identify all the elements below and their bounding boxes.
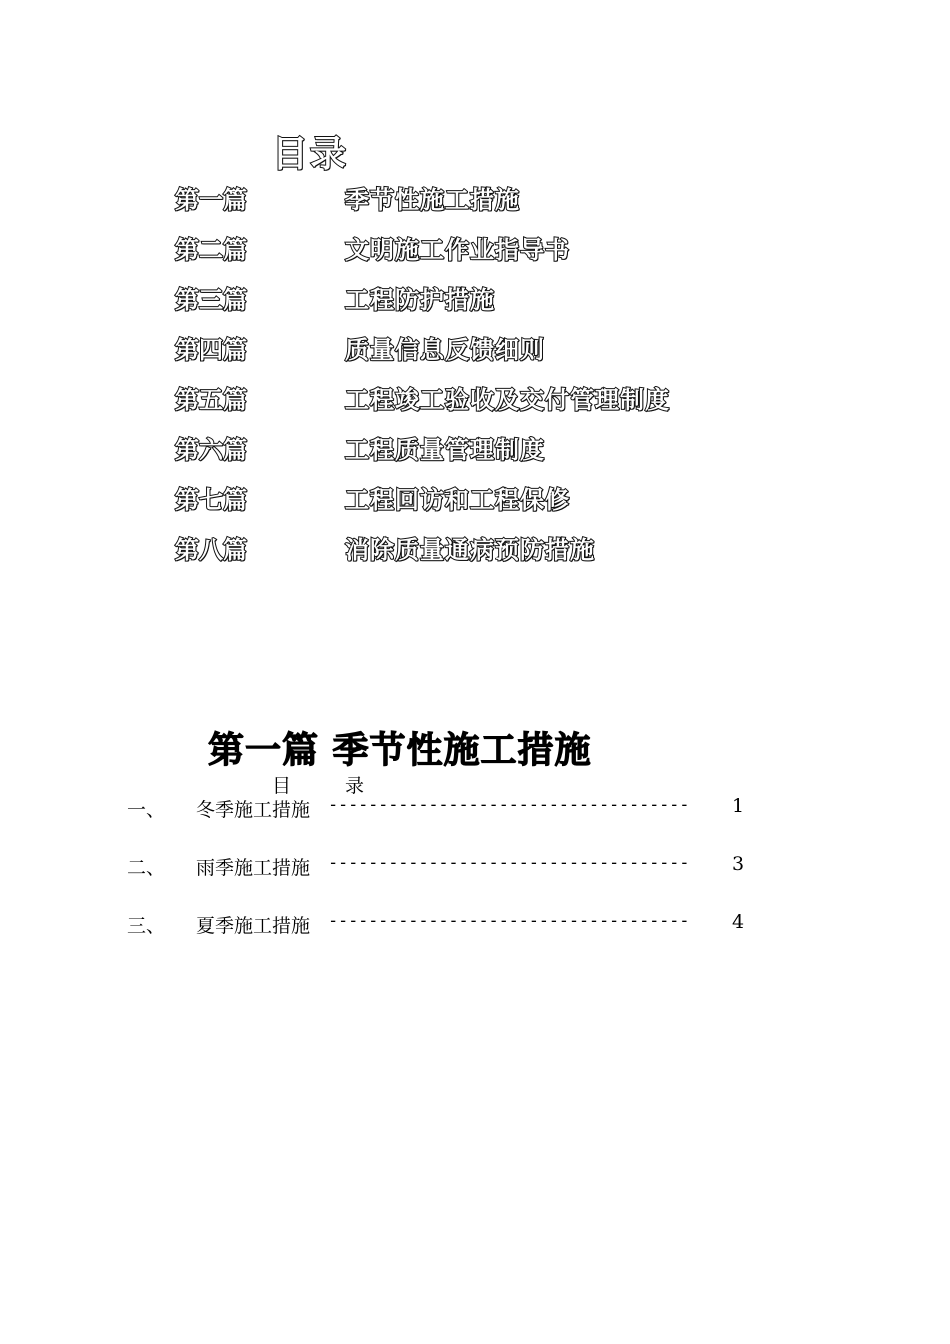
page-number: 1 (732, 795, 745, 817)
section-contents-heading (272, 771, 364, 798)
toc-part-name: 工程回访和工程保修 (345, 486, 570, 514)
toc-part-name: 工程竣工验收及交付管理制度 (345, 386, 670, 414)
dot-leader: ------------------------------------ (328, 795, 690, 815)
toc-part-label: 第一篇 (175, 186, 247, 214)
list-item (0, 853, 950, 881)
toc-part-label: 第六篇 (175, 436, 247, 464)
toc-part-name: 季节性施工措施 (345, 186, 520, 214)
list-item (0, 911, 950, 939)
dot-leader: ------------------------------------ (328, 853, 690, 873)
item-name: 冬季施工措施 (196, 799, 311, 821)
page-number: 4 (732, 911, 745, 933)
contents-heading-char: 录 (345, 775, 365, 797)
toc-entry (0, 180, 950, 220)
toc-part-name: 工程质量管理制度 (345, 436, 545, 464)
toc-entry (0, 280, 950, 320)
dot-leader: ------------------------------------ (328, 911, 690, 931)
toc-part-label: 第五篇 (175, 386, 247, 414)
item-number: 一、 (127, 799, 166, 821)
toc-part-label: 第七篇 (175, 486, 247, 514)
toc-part-label: 第三篇 (175, 286, 247, 314)
toc-entry (0, 530, 950, 570)
toc-part-name: 质量信息反馈细则 (345, 336, 545, 364)
item-number: 三、 (127, 915, 166, 937)
toc-part-label: 第四篇 (175, 336, 247, 364)
section-title: 第一篇 季节性施工措施 (208, 730, 592, 771)
document-title: 目录 (272, 134, 349, 175)
item-name: 雨季施工措施 (196, 857, 311, 879)
item-number: 二、 (127, 857, 166, 879)
list-item (0, 795, 950, 823)
toc-entry (0, 480, 950, 520)
item-name: 夏季施工措施 (196, 915, 311, 937)
toc-entry (0, 330, 950, 370)
toc-part-name: 工程防护措施 (345, 286, 495, 314)
page-number: 3 (732, 853, 745, 875)
contents-heading-char: 目 (272, 775, 292, 797)
toc-entry (0, 430, 950, 470)
toc-part-name: 消除质量通病预防措施 (345, 536, 595, 564)
toc-part-label: 第二篇 (175, 236, 247, 264)
toc-entry (0, 230, 950, 270)
toc-part-label: 第八篇 (175, 536, 247, 564)
toc-entry (0, 380, 950, 420)
toc-part-name: 文明施工作业指导书 (345, 236, 570, 264)
